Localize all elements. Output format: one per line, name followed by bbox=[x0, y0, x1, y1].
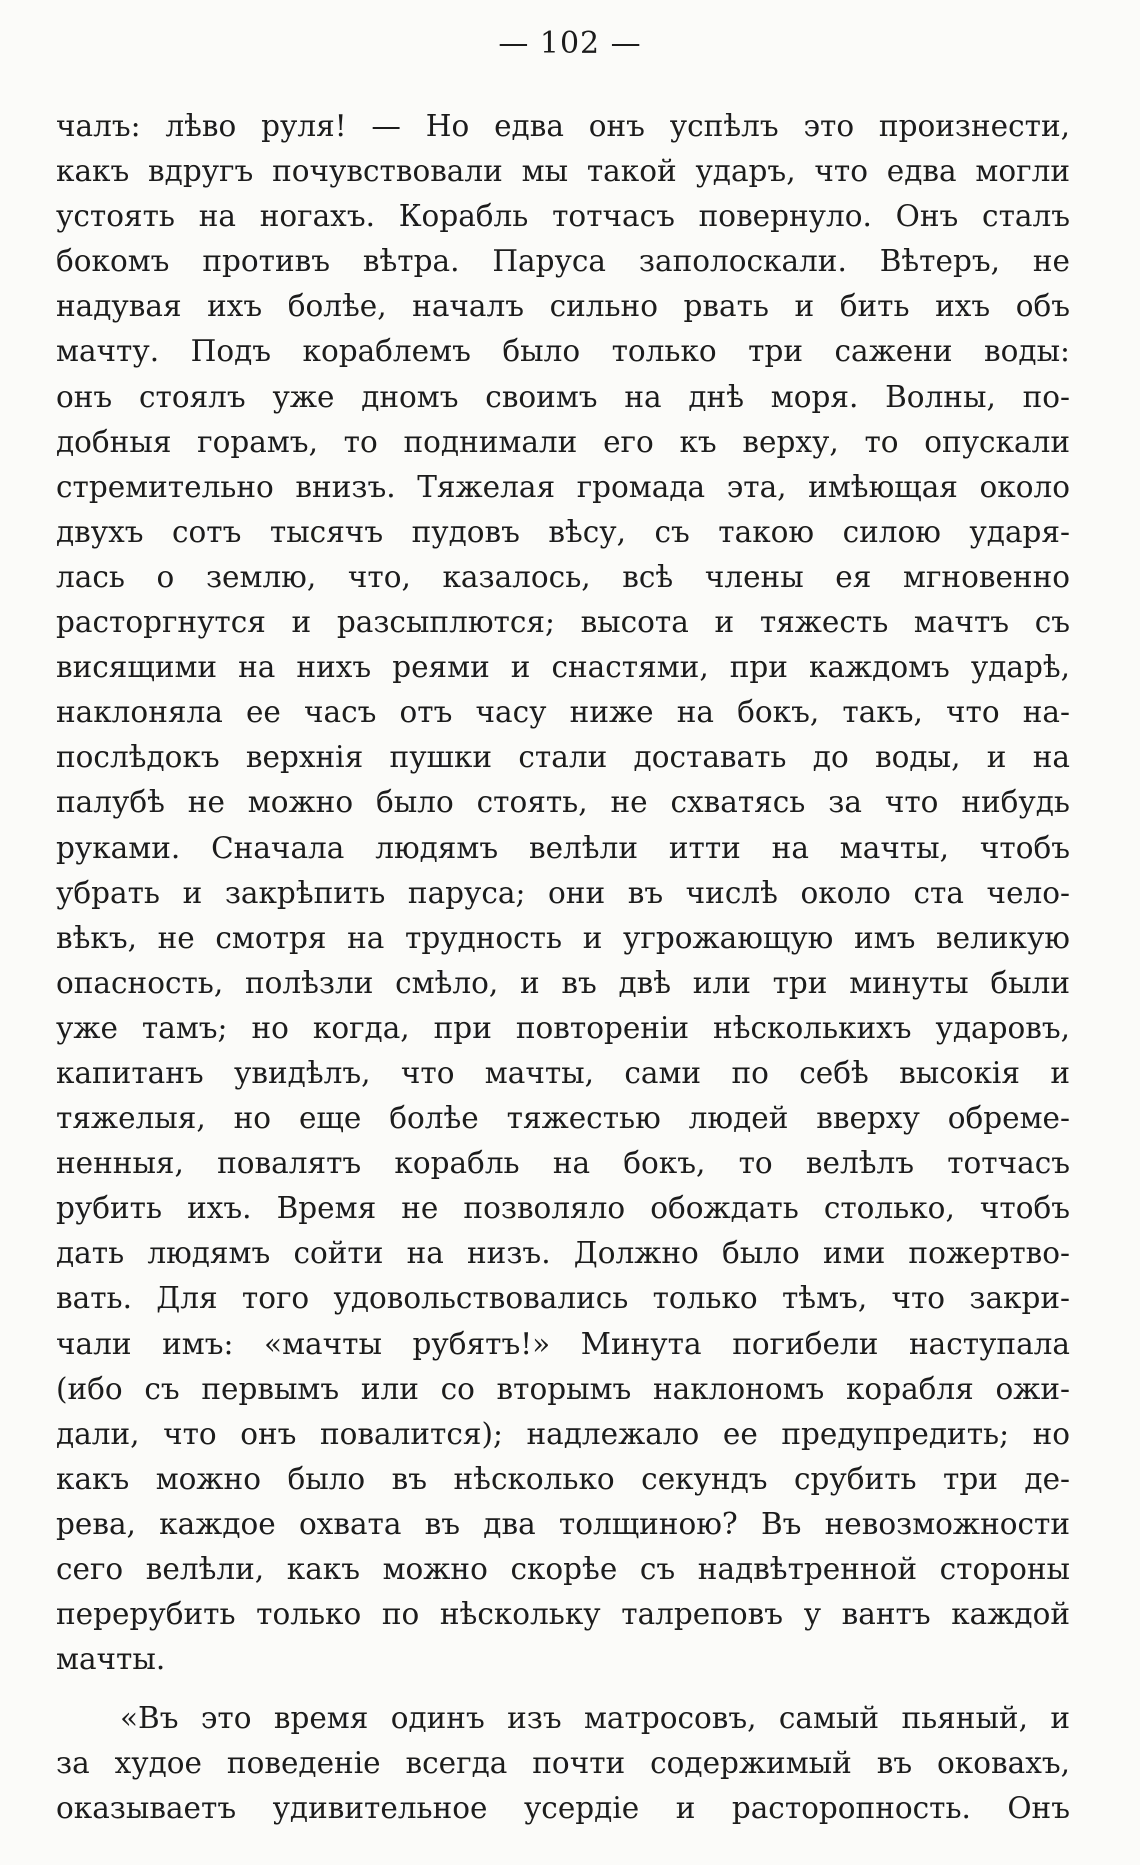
text-line: какъ можно было въ нѣсколько секундъ срубить три де- bbox=[56, 1461, 1070, 1496]
paragraph-2 bbox=[56, 1696, 1070, 1831]
text-line: стремительно внизъ. Тяжелая громада эта, имѣющая около bbox=[56, 469, 1070, 504]
text-line: рубить ихъ. Время не позволяло обождать столько, чтобъ bbox=[56, 1191, 1070, 1226]
text-line: надувая ихъ болѣе, началъ сильно рвать и бить ихъ объ bbox=[56, 289, 1070, 324]
text-line: палубѣ не можно было стоять, не схватясь за что нибудь bbox=[56, 785, 1070, 820]
page-number: — 102 — bbox=[498, 26, 642, 61]
text-line: расторгнутся и разсыплются; высота и тяжесть мачтъ съ bbox=[56, 605, 1070, 640]
text-line: вать. Для того удовольствовались только тѣмъ, что закри- bbox=[56, 1281, 1070, 1316]
text-line: двухъ сотъ тысячъ пудовъ вѣсу, съ такою силою ударя- bbox=[56, 514, 1070, 549]
text-line: за худое поведеніе всегда почти содержимый въ оковахъ, bbox=[56, 1746, 1070, 1781]
text-line: убрать и закрѣпить паруса; они въ числѣ около ста чело- bbox=[56, 875, 1070, 910]
text-line: лась о землю, что, казалось, всѣ члены ея мгновенно bbox=[56, 559, 1070, 594]
text-line: добныя горамъ, то поднимали его къ верху, то опускали bbox=[56, 424, 1070, 459]
text-line: перерубить только по нѣскольку талреповъ у вантъ каждой bbox=[56, 1597, 1070, 1632]
text-line: рева, каждое охвата въ два толщиною? Въ невозможности bbox=[56, 1506, 1070, 1541]
text-line: ненныя, повалятъ корабль на бокъ, то велѣлъ тотчасъ bbox=[56, 1146, 1070, 1181]
text-line: уже тамъ; но когда, при повтореніи нѣсколькихъ ударовъ, bbox=[56, 1010, 1070, 1045]
text-line: (ибо съ первымъ или со вторымъ наклономъ корабля ожи- bbox=[56, 1371, 1070, 1406]
text-line: чали имъ: «мачты рубятъ!» Минута погибели наступала bbox=[56, 1326, 1070, 1361]
text-line: онъ стоялъ уже дномъ своимъ на днѣ моря. Волны, по- bbox=[56, 379, 1070, 414]
text-line: дать людямъ сойти на низъ. Должно было ими пожертво- bbox=[56, 1236, 1070, 1271]
text-line: бокомъ противъ вѣтра. Паруса заполоскали. Вѣтеръ, не bbox=[56, 244, 1070, 279]
text-line: дали, что онъ повалится); надлежало ее предупредить; но bbox=[56, 1416, 1070, 1451]
text-line: руками. Сначала людямъ велѣли итти на мачты, чтобъ bbox=[56, 830, 1070, 865]
text-line: послѣдокъ верхнія пушки стали доставать до воды, и на bbox=[56, 740, 1070, 775]
text-line: мачту. Подъ кораблемъ было только три сажени воды: bbox=[56, 334, 1070, 369]
text-line: какъ вдругъ почувствовали мы такой ударъ, что едва могли bbox=[56, 154, 1070, 189]
text-line: устоять на ногахъ. Корабль тотчасъ повернуло. Онъ сталъ bbox=[56, 199, 1070, 234]
text-line: тяжелыя, но еще болѣе тяжестью людей вверху обреме- bbox=[56, 1101, 1070, 1136]
text-line: висящими на нихъ реями и снастями, при каждомъ ударѣ, bbox=[56, 650, 1070, 685]
text-line: мачты. bbox=[56, 1642, 166, 1677]
text-line: опасность, полѣзли смѣло, и въ двѣ или три минуты были bbox=[56, 965, 1070, 1000]
paragraph-1 bbox=[56, 104, 1070, 1682]
body-text bbox=[56, 104, 1070, 1832]
text-line: капитанъ увидѣлъ, что мачты, сами по себѣ высокія и bbox=[56, 1055, 1070, 1090]
text-line: «Въ это время одинъ изъ матросовъ, самый пьяный, и bbox=[120, 1701, 1070, 1736]
text-line: вѣкъ, не смотря на трудность и угрожающую имъ великую bbox=[56, 920, 1070, 955]
text-line: оказываетъ удивительное усердіе и расторопность. Онъ bbox=[56, 1791, 1070, 1826]
text-line: наклоняла ее часъ отъ часу ниже на бокъ, такъ, что на- bbox=[56, 695, 1070, 730]
text-line: чалъ: лѣво руля! — Но едва онъ успѣлъ это произнести, bbox=[56, 109, 1070, 143]
paragraph-spacer bbox=[56, 1682, 1070, 1696]
text-line: сего велѣли, какъ можно скорѣе съ надвѣтренной стороны bbox=[56, 1552, 1070, 1586]
